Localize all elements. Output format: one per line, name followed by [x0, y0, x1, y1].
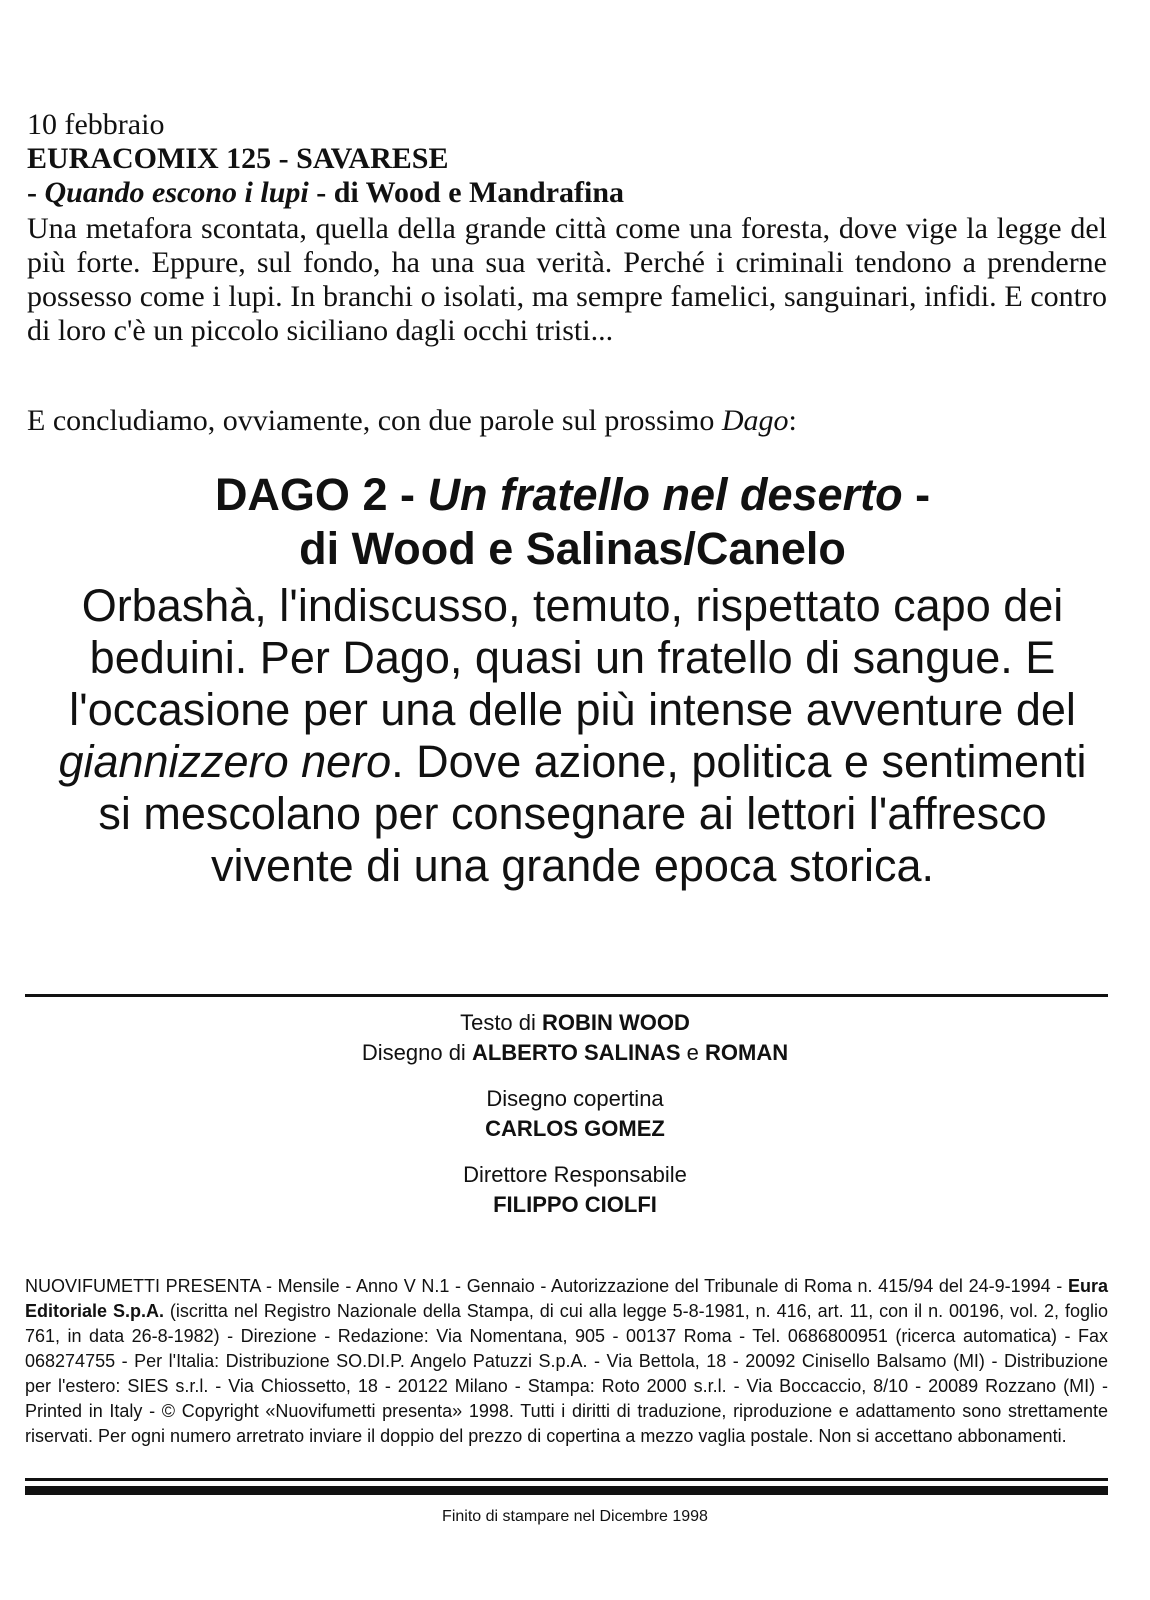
entry-date: 10 febbraio [27, 108, 165, 141]
dago-title-suffix: - [902, 469, 931, 520]
entry-title-italic: Quando escono i lupi [44, 176, 309, 209]
credit-disegno-label: Disegno di [361, 1040, 472, 1065]
dago-desc-part1: Orbashà, l'indiscusso, temuto, rispettato capo dei beduini. Per Dago, quasi un fratello di sangue. E l'occasione per una delle più intense avventure del [69, 580, 1076, 735]
entry-description: Una metafora scontata, quella della grande città come una foresta, dove vige la legge del più forte. Eppure, sul fondo, ha una sua verità. Perché i criminali tendono a prenderne possesso come i lupi. In branchi o isolati, ma sempre famelici, sanguinari, infidi. E contro di loro c'è un piccolo siciliano dagli occhi tristi... [27, 212, 1107, 347]
credit-direttore-label: Direttore Responsabile [463, 1162, 687, 1187]
intro-line [27, 404, 1107, 438]
credit-testo-label: Testo di [460, 1010, 543, 1035]
intro-end: : [788, 404, 797, 437]
dago-desc-part2: . Dove azione, politica e sentimenti si mescolano per consegnare ai lettori l'affresco vivente di una grande epoca storica. [98, 736, 1087, 891]
print-footer: Finito di stampare nel Dicembre 1998 [442, 1508, 708, 1525]
credit-testo-name: ROBIN WOOD [542, 1010, 690, 1035]
credit-disegno-join: e [680, 1040, 706, 1065]
entry-title [27, 176, 1107, 210]
divider-bottom-thick [25, 1486, 1108, 1495]
dago-desc-italic: giannizzero nero [58, 736, 392, 787]
intro-italic: Dago [721, 404, 789, 437]
intro-text: E concludiamo, ovviamente, con due parole sul prossimo [27, 404, 722, 437]
legal-publisher: Eura Editoriale S.p.A. [25, 1276, 1108, 1321]
dago-title-italic: Un fratello nel deserto [427, 469, 903, 520]
credit-disegno [0, 1038, 1150, 1068]
credit-copertina-label: Disegno copertina [486, 1086, 664, 1111]
dago-description [40, 580, 1105, 892]
dago-title [40, 468, 1105, 522]
legal-part1: NUOVIFUMETTI PRESENTA - Mensile - Anno V N.1 - Gennaio - Autorizzazione del Tribunale di Roma n. 415/94 del 24-9-1994 - [25, 1276, 1068, 1296]
credits [0, 1008, 1150, 1236]
dago-preview [40, 468, 1105, 892]
dago-title-prefix: DAGO 2 - [214, 469, 428, 520]
divider-bottom-thin [25, 1478, 1108, 1481]
credit-testo [0, 1008, 1150, 1038]
entry-title-suffix: - di Wood e Mandrafina [308, 176, 625, 209]
divider-top [25, 994, 1108, 997]
credit-disegno-name2: ROMAN [705, 1040, 789, 1065]
credits-director [0, 1160, 1150, 1220]
credit-copertina-name: CARLOS GOMEZ [485, 1116, 665, 1141]
credits-authors [0, 1008, 1150, 1068]
credit-disegno-name1: ALBERTO SALINAS [471, 1040, 681, 1065]
legal-part2: (iscritta nel Registro Nazionale della Stampa, di cui alla legge 5-8-1981, n. 416, art. 11, con il n. 00196, vol. 2, foglio 761, in data 26-8-1982) - Direzione - Redazione: Via Nomentana, 905 - 00137 Roma - Tel. 0686800951 (ricerca automatica) - Fax 068274755 - Per l'Italia: Distribuzione SO.DI.P. Angelo Patuzzi S.p.A. - Via Bettola, 18 - 20092 Cinisello Balsamo (MI) - Distribuzione per l'estero: SIES s.r.l. - Via Chiossetto, 18 - 20122 Milano - Stampa: Roto 2000 s.r.l. - Via Boccaccio, 8/10 - 20089 Rozzano (MI) - Printed in Italy - © Copyright «Nuovifumetti presenta» 1998. Tutti i diritti di traduzione, riproduzione e adattamento sono strettamente riservati. Per ogni numero arretrato inviare il doppio del prezzo di copertina a mezzo vaglia postale. Non si accettano abbonamenti. [25, 1301, 1108, 1446]
entry-series: EURACOMIX 125 - SAVARESE [27, 142, 449, 175]
dago-authors: di Wood e Salinas/Canelo [299, 523, 846, 574]
calendar-entry [27, 108, 1107, 348]
entry-title-prefix: - [27, 176, 45, 209]
legal-notice [25, 1274, 1108, 1449]
credit-direttore-name: FILIPPO CIOLFI [493, 1192, 657, 1217]
credits-cover [0, 1084, 1150, 1144]
